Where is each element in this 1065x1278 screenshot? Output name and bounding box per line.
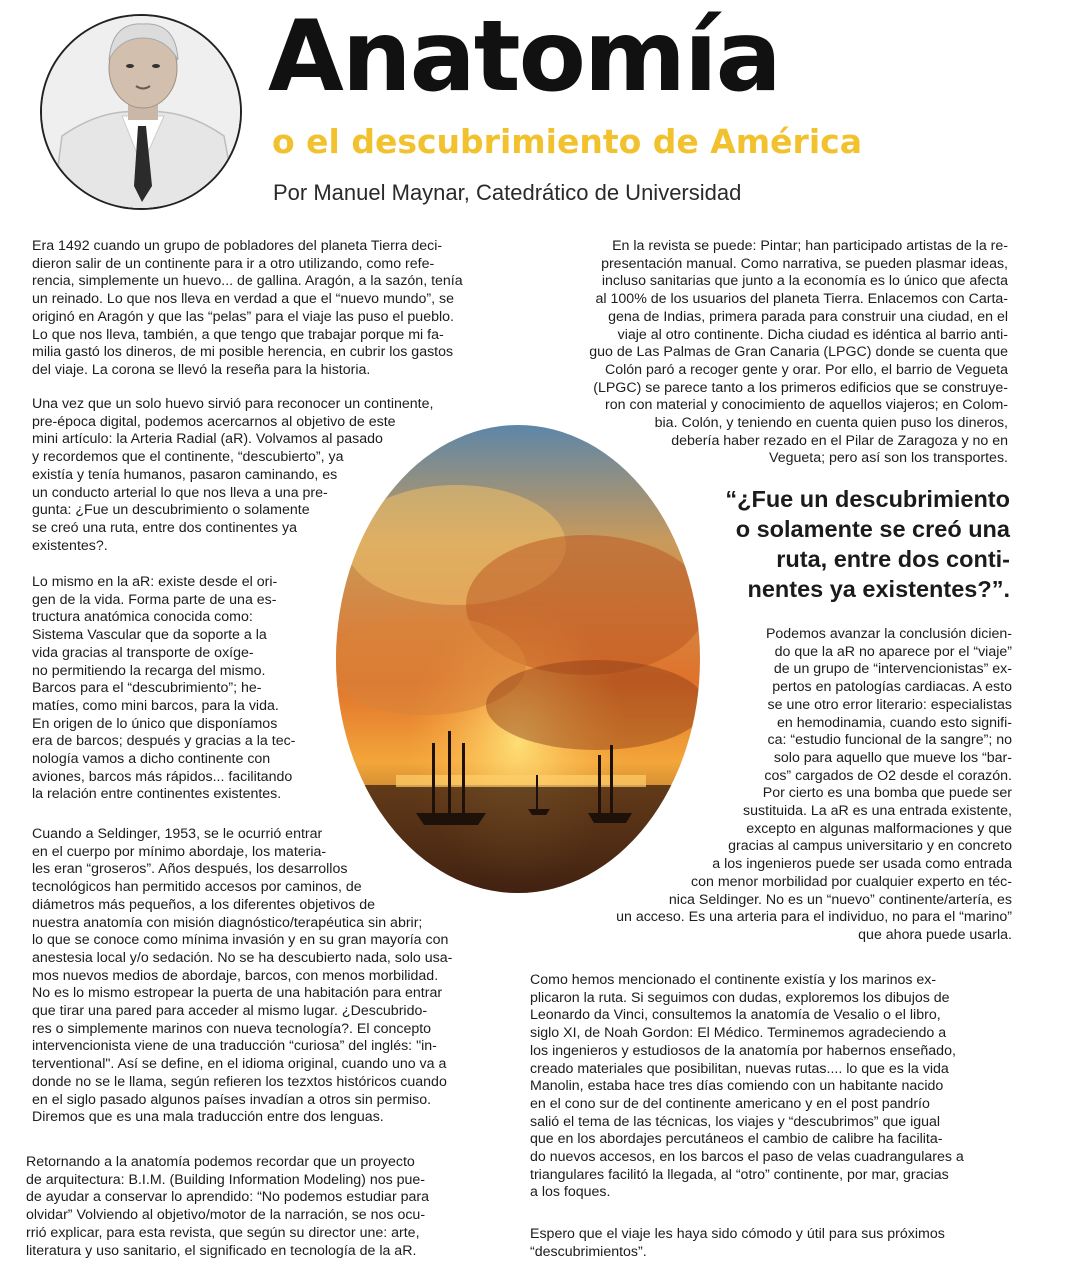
left-paragraph-3: Lo mismo en la aR: existe desde el ori- gen de la vida. Forma parte de una es- tructura anatómica conocida como: Sistema Vascular que da soporte a la vida gracias al transporte de oxíge- no permitiendo la recarga del mismo. Barcos para el “descubrimiento”; he- matíes, como mini barcos, para la vida. En origen de lo único que disponíamos era de barcos; después y gracias a la tec- nología vamos a dicho continente con aviones, barcos más rápidos... facilitando la relación entre continentes existentes.	[32, 574, 296, 803]
article-subtitle: o el descubrimiento de América	[272, 122, 862, 161]
left-paragraph-4: Cuando a Seldinger, 1953, se le ocurrió entrar en el cuerpo por mínimo abordaje, los materia- les eran “groseros”. Años después, los desarrollos tecnológicos han permitido accesos por caminos, de diámetros más pequeños, a los diferentes objetivos de nuestra anatomía con misión diagnóstico/terapéutica sin abrir; lo que se conoce como mínima invasión y en su gran mayoría con anestesia local y/o sedación. No se ha descubierto nada, solo usa- mos nuevos medios de abordaje, barcos, con menos morbilidad. No es lo mismo estropear la puerta de una habitación para entrar que tirar una pared para acceder al mismo lugar. ¿Descubrido- res o simplemente marinos con nueva tecnología?. El concepto intervencionista viene de una traducción “curiosa” del inglés: "in- terventional". Así se define, en el idioma original, cuando uno va a donde no se le llama, según refieren los tezxtos históricos cuando en el siglo pasado algunos países invadían a otros sin permiso. Diremos que es una mala traducción entre dos lenguas.	[32, 826, 453, 1126]
portrait-image	[42, 16, 242, 210]
article-byline: Por Manuel Maynar, Catedrático de Universidad	[273, 180, 742, 205]
right-paragraph-2: Podemos avanzar la conclusión dicien- do que la aR no aparece por el “viaje” de un grupo de “intervencionistas” ex- pertos en patologías cardiacas. A esto se une otro error literario: especialistas en hemodinamia, cuando esto signifi- ca: “estudio funcional de la sangre”; no solo para aquello que mueve los “bar- cos” cargados de O2 desde el corazón. Por cierto es una bomba que puede ser sustituida. La aR es una entrada existente, excepto en algunas malformaciones y que gracias al campus universitario y en concreto a los ingenieros puede ser usada como entrada con menor morbilidad por cualquier experto en téc- nica Seldinger. No es un “nuevo” continente/artería, es un acceso. Es una arteria para el individuo, no para el “marino” que ahora puede usarla.	[616, 626, 1012, 943]
left-paragraph-2: Una vez que un solo huevo sirvió para reconocer un continente, pre-época digital, podemos acercarnos al objetivo de este mini artículo: la Arteria Radial (aR). Volvamos al pasado y recordemos que el continente, “descubierto”, ya existía y tenía humanos, pasaron caminando, es un conducto arterial lo que nos lleva a una pre- gunta: ¿Fue un descubrimiento o solamente se creó una ruta, entre dos continentes ya existentes?.	[32, 396, 434, 554]
right-paragraph-4: Espero que el viaje les haya sido cómodo y útil para sus próximos “descubrimientos”.	[530, 1226, 945, 1260]
pull-quote: “¿Fue un descubrimiento o solamente se creó una ruta, entre dos conti- nentes ya existentes?”.	[725, 486, 1010, 602]
left-paragraph-5: Retornando a la anatomía podemos recordar que un proyecto de arquitectura: B.I.M. (Building Information Modeling) nos pue- de ayudar a conservar lo aprendido: “No podemos estudiar para olvidar” Volviendo al objetivo/motor de la narración, se nos ocu- rrió explicar, para esta revista, que según su director une: arte, literatura y uso sanitario, el significado en tecnología de la aR.	[26, 1154, 430, 1259]
right-paragraph-1: En la revista se puede: Pintar; han participado artistas de la re- presentación manual. Como narrativa, se pueden plasmar ideas, incluso sanitarias que junto a la economía es lo único que afecta al 100% de los usuarios del planeta Tierra. Enlacemos con Carta- gena de Indias, primera parada para construir una ciudad, en el viaje al otro continente. Dicha ciudad es idéntica al barrio anti- guo de Las Palmas de Gran Canaria (LPGC) donde se cuenta que Colón paró a recoger gente y orar. Por ello, el barrio de Vegueta (LPGC) se parece tanto a los primeros edificios que se construye- ron con material y conocimiento de aquellos viajeros; en Colom- bia. Colón, y teniendo en cuenta quien puso los dineros, debería haber rezado en el Pilar de Zaragoza y no en Vegueta; pero así son los transportes.	[589, 238, 1008, 467]
author-portrait	[40, 14, 242, 210]
article-title: Anatomía	[268, 0, 780, 114]
right-paragraph-3: Como hemos mencionado el continente existía y los marinos ex- plicaron la ruta. Si seguimos con dudas, exploremos los dibujos de Leonardo da Vinci, consultemos la anatomía de Vesalio o el libro, siglo XI, de Noah Gordon: El Médico. Terminemos agradeciendo a los ingenieros y estudiosos de la anatomía por habernos enseñado, creado materiales que posibilitan, nuevas rutas.... lo que es la vida Manolin, estaba hace tres días comiendo con un habitante nacido en el cono sur de del continente americano y en el post pandrío salió el tema de las técnicas, los viajes y “descubrimos” que igual que en los abordajes percutáneos el cambio de calibre ha facilita- do nuevos accesos, en los barcos el paso de velas cuadrangulares a triangulares facilitó la llegada, al “otro” continente, por mar, gracias a los foques.	[530, 972, 964, 1201]
left-paragraph-1: Era 1492 cuando un grupo de pobladores del planeta Tierra deci- dieron salir de un continente para ir a otro utilizando, como refe- rencia, simplemente un huevo... de gallina. Aragón, a la sazón, tenía un reinado. Lo que nos lleva en verdad a que el “nuevo mundo”, se originó en Aragón y que las “pelas” para el viaje las puso el pueblo. Lo que nos lleva, también, a que tengo que trabajar porque mi fa- milia gastó los dineros, de mi posible herencia, en cubrir los gastos del viaje. La corona se llevó la reseña para la historia.	[32, 238, 463, 378]
